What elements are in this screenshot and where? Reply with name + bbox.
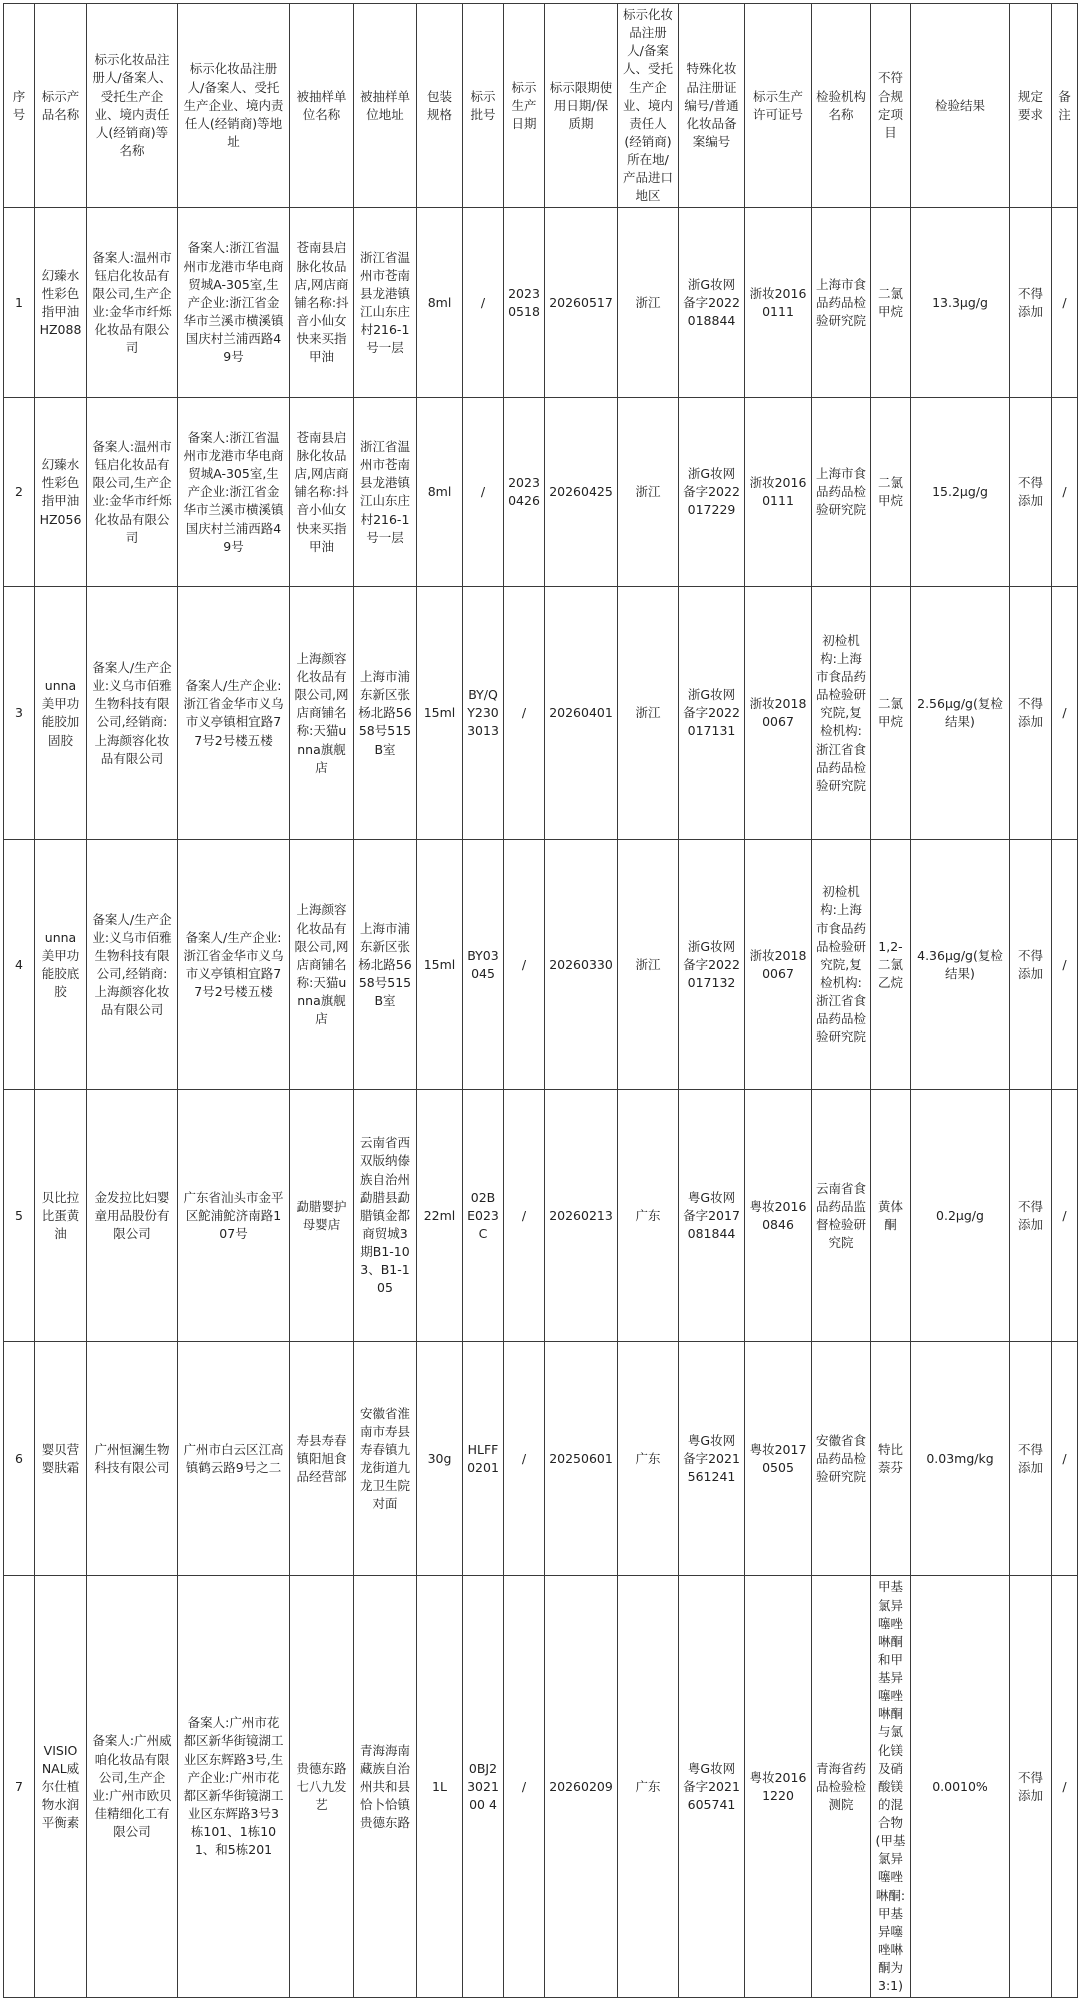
table-cell: 上海市食品药品检验研究院: [812, 208, 871, 398]
table-cell: 不得添加: [1010, 208, 1052, 398]
table-cell: 不得添加: [1010, 1342, 1052, 1576]
header-cell: 被抽样单位名称: [290, 4, 354, 208]
header-cell: 检验结果: [911, 4, 1010, 208]
table-cell: 1: [4, 208, 35, 398]
table-cell: 广东: [618, 1090, 679, 1342]
table-cell: 初检机构:上海市食品药品检验研究院,复检机构:浙江省食品药品检验研究院: [812, 587, 871, 840]
table-cell: 云南省西双版纳傣族自治州勐腊县勐腊镇金都商贸城3期B1-103、B1-105: [354, 1090, 417, 1342]
header-cell: 标示限期使用日期/保质期: [545, 4, 618, 208]
table-cell: 黄体酮: [871, 1090, 911, 1342]
table-cell: unna美甲功能胶底胶: [35, 840, 87, 1090]
header-cell: 标示生产日期: [504, 4, 545, 208]
table-cell: 广州市白云区江高镇鹤云路9号之二: [178, 1342, 290, 1576]
table-row: [4, 1090, 1078, 1342]
header-cell: 检验机构名称: [812, 4, 871, 208]
table-cell: 4: [4, 840, 35, 1090]
table-row: [4, 208, 1078, 398]
table-cell: /: [504, 1090, 545, 1342]
header-cell: 备注: [1052, 4, 1078, 208]
table-row: [4, 398, 1078, 587]
table-cell: 备案人:广州威咱化妆品有限公司,生产企业:广州市欧贝佳精细化工有限公司: [87, 1576, 178, 1998]
table-cell: 8ml: [417, 208, 463, 398]
table-cell: 初检机构:上海市食品药品检验研究院,复检机构:浙江省食品药品检验研究院: [812, 840, 871, 1090]
table-cell: 不得添加: [1010, 1090, 1052, 1342]
table-cell: 0.2μg/g: [911, 1090, 1010, 1342]
header-cell: 标示批号: [463, 4, 504, 208]
header-row: [4, 4, 1078, 208]
table-cell: 浙江: [618, 840, 679, 1090]
table-cell: 22ml: [417, 1090, 463, 1342]
table-row: [4, 840, 1078, 1090]
table-cell: 二氯甲烷: [871, 208, 911, 398]
table-cell: 浙G妆网备字2022017132: [679, 840, 745, 1090]
header-cell: 规定要求: [1010, 4, 1052, 208]
header-cell: 被抽样单位地址: [354, 4, 417, 208]
table-cell: 0.0010%: [911, 1576, 1010, 1998]
document-page: [3, 3, 1077, 1998]
table-cell: 贵德东路七八九发艺: [290, 1576, 354, 1998]
table-cell: /: [1052, 1342, 1078, 1576]
table-cell: 20230426: [504, 398, 545, 587]
table-cell: 勐腊婴护母婴店: [290, 1090, 354, 1342]
header-cell: 标示化妆品注册人/备案人、受托生产企业、境内责任人(经销商)所在地/产品进口地区: [618, 4, 679, 208]
table-cell: 1,2-二氯乙烷: [871, 840, 911, 1090]
header-cell: 序号: [4, 4, 35, 208]
table-cell: 浙江省温州市苍南县龙港镇江山东庄村216-1号一层: [354, 208, 417, 398]
table-cell: 15ml: [417, 587, 463, 840]
table-cell: BY/QY2303013: [463, 587, 504, 840]
table-cell: 广州恒澜生物科技有限公司: [87, 1342, 178, 1576]
table-cell: 不得添加: [1010, 398, 1052, 587]
table-cell: 浙江: [618, 587, 679, 840]
table-cell: 不得添加: [1010, 1576, 1052, 1998]
table-cell: 不得添加: [1010, 840, 1052, 1090]
table-cell: 苍南县启脉化妆品店,网店商铺名称:抖音小仙女快来买指甲油: [290, 398, 354, 587]
table-cell: 0BJ2302100 4: [463, 1576, 504, 1998]
table-cell: 20260425: [545, 398, 618, 587]
table-cell: unna美甲功能胶加固胶: [35, 587, 87, 840]
table-cell: /: [1052, 208, 1078, 398]
table-cell: 备案人:浙江省温州市龙港市华电商贸城A-305室,生产企业:浙江省金华市兰溪市横溪镇国庆村兰浦西路49号: [178, 398, 290, 587]
table-cell: 浙妆20180067: [745, 840, 812, 1090]
table-cell: 粤G妆网备字2021561241: [679, 1342, 745, 1576]
table-cell: 备案人:温州市钰启化妆品有限公司,生产企业:金华市纤烁化妆品有限公司: [87, 208, 178, 398]
table-cell: VISIONAL威尔仕植物水润平衡素: [35, 1576, 87, 1998]
table-cell: 13.3μg/g: [911, 208, 1010, 398]
table-cell: 广东省汕头市金平区鮀浦鮀济南路107号: [178, 1090, 290, 1342]
table-cell: HLFF0201: [463, 1342, 504, 1576]
table-cell: 青海省药品检验检测院: [812, 1576, 871, 1998]
table-cell: 幻臻水性彩色指甲油HZ088: [35, 208, 87, 398]
table-cell: 粤妆20160846: [745, 1090, 812, 1342]
table-cell: 二氯甲烷: [871, 587, 911, 840]
table-cell: 浙妆20160111: [745, 208, 812, 398]
header-cell: 特殊化妆品注册证编号/普通化妆品备案编号: [679, 4, 745, 208]
table-cell: 贝比拉比蛋黄油: [35, 1090, 87, 1342]
table-cell: 8ml: [417, 398, 463, 587]
table-cell: 上海市浦东新区张杨北路5658号515B室: [354, 587, 417, 840]
table-cell: 15.2μg/g: [911, 398, 1010, 587]
table-cell: 备案人:广州市花都区新华街镜湖工业区东辉路3号,生产企业:广州市花都区新华街镜湖工业区东辉路3号3栋101、1栋101、和5栋201: [178, 1576, 290, 1998]
table-cell: 婴贝营婴肤霜: [35, 1342, 87, 1576]
table-cell: 0.03mg/kg: [911, 1342, 1010, 1576]
table-cell: 5: [4, 1090, 35, 1342]
table-cell: 20260209: [545, 1576, 618, 1998]
table-cell: 20230518: [504, 208, 545, 398]
table-cell: 6: [4, 1342, 35, 1576]
table-row: [4, 587, 1078, 840]
table-cell: 安徽省食品药品检验研究院: [812, 1342, 871, 1576]
table-cell: 寿县寿春镇阳旭食品经营部: [290, 1342, 354, 1576]
table-cell: /: [504, 587, 545, 840]
table-cell: 粤G妆网备字2021605741: [679, 1576, 745, 1998]
table-cell: BY03045: [463, 840, 504, 1090]
header-cell: 标示化妆品注册人/备案人、受托生产企业、境内责任人(经销商)等名称: [87, 4, 178, 208]
table-cell: 备案人:浙江省温州市龙港市华电商贸城A-305室,生产企业:浙江省金华市兰溪市横溪镇国庆村兰浦西路49号: [178, 208, 290, 398]
table-cell: 浙江: [618, 398, 679, 587]
table-cell: 广东: [618, 1576, 679, 1998]
table-cell: /: [463, 208, 504, 398]
table-cell: 浙妆20160111: [745, 398, 812, 587]
header-cell: 包装规格: [417, 4, 463, 208]
table-cell: 7: [4, 1576, 35, 1998]
table-cell: 1L: [417, 1576, 463, 1998]
table-cell: 4.36μg/g(复检结果): [911, 840, 1010, 1090]
header-cell: 标示化妆品注册人/备案人、受托生产企业、境内责任人(经销商)等地址: [178, 4, 290, 208]
table-cell: 20260517: [545, 208, 618, 398]
table-cell: 浙妆20180067: [745, 587, 812, 840]
table-cell: 2: [4, 398, 35, 587]
table-cell: 青海海南藏族自治州共和县恰卜恰镇贵德东路: [354, 1576, 417, 1998]
table-cell: 备案人:温州市钰启化妆品有限公司,生产企业:金华市纤烁化妆品有限公司: [87, 398, 178, 587]
table-row: [4, 1342, 1078, 1576]
table-cell: /: [504, 1342, 545, 1576]
table-cell: 15ml: [417, 840, 463, 1090]
table-cell: 备案人/生产企业:浙江省金华市义乌市义亭镇相宜路77号2号楼五楼: [178, 840, 290, 1090]
table-cell: 不得添加: [1010, 587, 1052, 840]
table-row: [4, 1576, 1078, 1998]
table-cell: 广东: [618, 1342, 679, 1576]
table-cell: 粤妆20161220: [745, 1576, 812, 1998]
table-cell: /: [504, 840, 545, 1090]
table-cell: 浙G妆网备字2022018844: [679, 208, 745, 398]
table-cell: 20260330: [545, 840, 618, 1090]
table-cell: /: [504, 1576, 545, 1998]
table-cell: /: [1052, 1090, 1078, 1342]
table-cell: 上海市食品药品检验研究院: [812, 398, 871, 587]
table-cell: 02BE023C: [463, 1090, 504, 1342]
table-cell: /: [463, 398, 504, 587]
table-cell: 2.56μg/g(复检结果): [911, 587, 1010, 840]
table-cell: 云南省食品药品监督检验研究院: [812, 1090, 871, 1342]
table-cell: 3: [4, 587, 35, 840]
table-cell: 甲基氯异噻唑啉酮和甲基异噻唑啉酮与氯化镁及硝酸镁的混合物(甲基氯异噻唑啉酮:甲基异噻唑啉酮为3:1): [871, 1576, 911, 1998]
table-cell: 20260213: [545, 1090, 618, 1342]
table-cell: 浙江省温州市苍南县龙港镇江山东庄村216-1号一层: [354, 398, 417, 587]
table-cell: 苍南县启脉化妆品店,网店商铺名称:抖音小仙女快来买指甲油: [290, 208, 354, 398]
table-cell: 备案人/生产企业:浙江省金华市义乌市义亭镇相宜路77号2号楼五楼: [178, 587, 290, 840]
table-cell: 安徽省淮南市寿县寿春镇九龙街道九龙卫生院对面: [354, 1342, 417, 1576]
table-cell: 幻臻水性彩色指甲油HZ056: [35, 398, 87, 587]
table-cell: 备案人/生产企业:义乌市佰雅生物科技有限公司,经销商:上海颜容化妆品有限公司: [87, 587, 178, 840]
table-cell: 20260401: [545, 587, 618, 840]
table-cell: 浙G妆网备字2022017131: [679, 587, 745, 840]
header-cell: 标示生产许可证号: [745, 4, 812, 208]
table-cell: 金发拉比妇婴童用品股份有限公司: [87, 1090, 178, 1342]
table-cell: 上海颜容化妆品有限公司,网店商铺名称:天猫unna旗舰店: [290, 587, 354, 840]
header-cell: 不符合规定项目: [871, 4, 911, 208]
table-cell: 上海市浦东新区张杨北路5658号515B室: [354, 840, 417, 1090]
table-cell: 30g: [417, 1342, 463, 1576]
table-cell: 备案人/生产企业:义乌市佰雅生物科技有限公司,经销商:上海颜容化妆品有限公司: [87, 840, 178, 1090]
table-cell: 粤G妆网备字2017081844: [679, 1090, 745, 1342]
table-cell: 特比萘芬: [871, 1342, 911, 1576]
table-cell: 浙江: [618, 208, 679, 398]
table-cell: /: [1052, 398, 1078, 587]
table-cell: 上海颜容化妆品有限公司,网店商铺名称:天猫unna旗舰店: [290, 840, 354, 1090]
inspection-results-table: [3, 3, 1078, 1998]
table-cell: 二氯甲烷: [871, 398, 911, 587]
table-cell: 粤妆20170505: [745, 1342, 812, 1576]
table-cell: 20250601: [545, 1342, 618, 1576]
table-cell: 浙G妆网备字2022017229: [679, 398, 745, 587]
table-cell: /: [1052, 1576, 1078, 1998]
header-cell: 标示产品名称: [35, 4, 87, 208]
table-cell: /: [1052, 587, 1078, 840]
table-cell: /: [1052, 840, 1078, 1090]
